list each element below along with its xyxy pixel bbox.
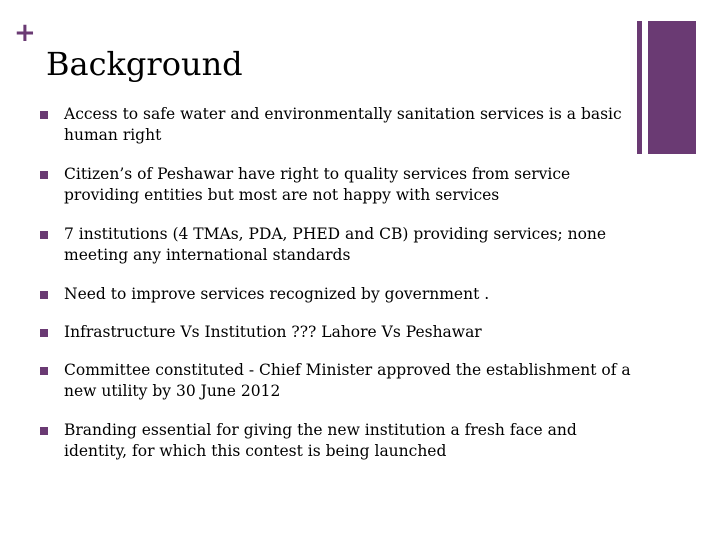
bullet-text: Infrastructure Vs Institution ??? Lahore Vs Peshawar	[64, 323, 482, 341]
slide-title: Background	[46, 45, 243, 83]
square-bullet-icon	[40, 291, 48, 299]
bullet-text: Access to safe water and environmentally sanitation services is a basic human right	[64, 105, 622, 144]
bullet-item	[40, 224, 640, 266]
square-bullet-icon	[40, 427, 48, 435]
bullet-item	[40, 104, 640, 146]
square-bullet-icon	[40, 231, 48, 239]
bullet-item	[40, 164, 640, 206]
plus-icon: +	[14, 18, 36, 48]
square-bullet-icon	[40, 111, 48, 119]
bullet-item	[40, 284, 640, 305]
bullet-item	[40, 360, 640, 402]
bullet-text: Branding essential for giving the new institution a fresh face and identity, for which this contest is being launched	[64, 421, 577, 460]
bullet-item	[40, 322, 640, 343]
bullet-text: Committee constituted - Chief Minister approved the establishment of a new utility by 30 June 2012	[64, 361, 631, 400]
bullet-list	[40, 104, 640, 480]
square-bullet-icon	[40, 171, 48, 179]
bullet-text: 7 institutions (4 TMAs, PDA, PHED and CB) providing services; none meeting any international standards	[64, 225, 607, 264]
bullet-text: Need to improve services recognized by government .	[64, 285, 490, 303]
bullet-item	[40, 420, 640, 462]
square-bullet-icon	[40, 367, 48, 375]
square-bullet-icon	[40, 329, 48, 337]
accent-bar-thick	[648, 21, 696, 154]
bullet-text: Citizen’s of Peshawar have right to quality services from service providing entities but most are not happy with services	[64, 165, 571, 204]
